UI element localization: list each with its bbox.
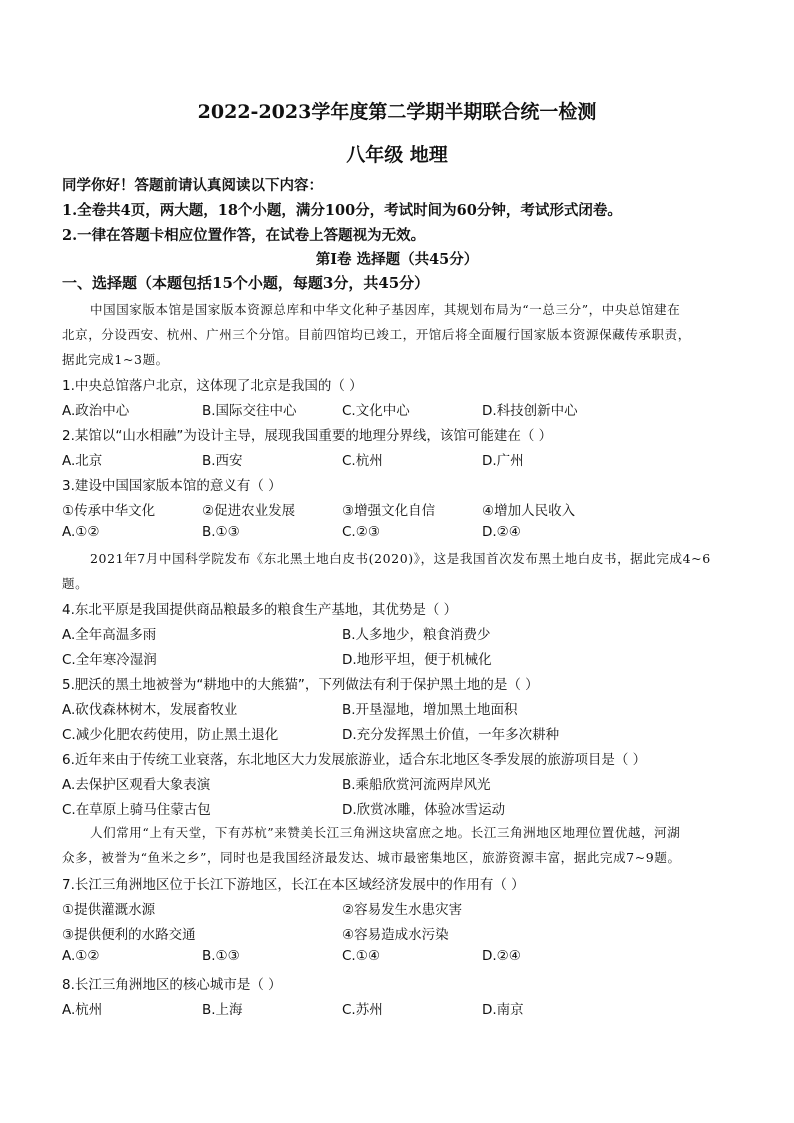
q7-option-c: C.①④ <box>342 948 380 964</box>
q5-option-a: A.砍伐森林树木，发展畜牧业 <box>62 702 238 718</box>
question-4-stem: 4.东北平原是我国提供商品粮最多的粮食生产基地，其优势是（ ） <box>62 602 458 618</box>
question-5-stem: 5.肥沃的黑土地被誉为“耕地中的大熊猫”，下列做法有利于保护黑土地的是（ ） <box>62 677 539 693</box>
q7-option-d: D.②④ <box>482 948 521 964</box>
notice-greeting: 同学你好！答题前请认真阅读以下内容： <box>62 177 323 194</box>
q7-statement-2: ②容易发生水患灾害 <box>342 902 463 918</box>
q6-option-b: B.乘船欣赏河流两岸风光 <box>342 777 491 793</box>
q7-statement-1: ①提供灌溉水源 <box>62 902 156 918</box>
q3-option-d: D.②④ <box>482 524 521 540</box>
passage-2-line-1: 2021年7月中国科学院发布《东北黑土地白皮书(2020)》，这是我国首次发布黑土地白皮书，据此完成4~6 <box>90 551 711 566</box>
q7-option-a: A.①② <box>62 948 100 964</box>
question-2-stem: 2.某馆以“山水相融”为设计主导，展现我国重要的地理分界线，该馆可能建在（ ） <box>62 428 553 444</box>
passage-3-line-2: 众多，被誉为“鱼米之乡”，同时也是我国经济最发达、城市最密集地区，旅游资源丰富，据此完成7~9题。 <box>62 850 681 865</box>
question-6-stem: 6.近年来由于传统工业衰落，东北地区大力发展旅游业，适合东北地区冬季发展的旅游项目是（ ） <box>62 752 647 768</box>
q8-option-c: C.苏州 <box>342 1002 383 1018</box>
q7-option-b: B.①③ <box>202 948 240 964</box>
q3-option-a: A.①② <box>62 524 100 540</box>
q4-option-b: B.人多地少，粮食消费少 <box>342 627 491 643</box>
q1-option-a: A.政治中心 <box>62 403 130 419</box>
q3-statement-1: ①传承中华文化 <box>62 503 156 519</box>
q2-option-c: C.杭州 <box>342 453 383 469</box>
passage-3-line-1: 人们常用“上有天堂，下有苏杭”来赞美长江三角洲这块富庶之地。长江三角洲地区地理位置优越，河湖 <box>90 825 681 840</box>
q3-option-c: C.②③ <box>342 524 380 540</box>
q4-option-a: A.全年高温多雨 <box>62 627 157 643</box>
q8-option-d: D.南京 <box>482 1002 524 1018</box>
passage-1-line-3: 据此完成1~3题。 <box>62 352 169 367</box>
question-8-stem: 8.长江三角洲地区的核心城市是（ ） <box>62 977 282 993</box>
question-1-stem: 1.中央总馆落户北京，这体现了北京是我国的（ ） <box>62 378 363 394</box>
q3-statement-3: ③增强文化自信 <box>342 503 436 519</box>
exam-subtitle: 八年级 地理 <box>346 144 448 166</box>
q1-option-c: C.文化中心 <box>342 403 410 419</box>
q1-option-b: B.国际交往中心 <box>202 403 297 419</box>
passage-2-line-2: 题。 <box>62 576 89 591</box>
q6-option-a: A.去保护区观看大象表演 <box>62 777 211 793</box>
q2-option-a: A.北京 <box>62 453 103 469</box>
notice-item-2: 2.一律在答题卡相应位置作答，在试卷上答题视为无效。 <box>62 227 426 244</box>
q2-option-d: D.广州 <box>482 453 524 469</box>
question-7-stem: 7.长江三角洲地区位于长江下游地区，长江在本区域经济发展中的作用有（ ） <box>62 877 525 893</box>
q6-option-d: D.欣赏冰雕，体验冰雪运动 <box>342 802 506 818</box>
q7-statement-4: ④容易造成水污染 <box>342 927 449 943</box>
q5-option-b: B.开垦湿地，增加黑土地面积 <box>342 702 518 718</box>
q2-option-b: B.西安 <box>202 453 243 469</box>
q8-option-b: B.上海 <box>202 1002 243 1018</box>
q3-statement-4: ④增加人民收入 <box>482 503 576 519</box>
q7-statement-3: ③提供便利的水路交通 <box>62 927 196 943</box>
part-title: 第Ⅰ卷 选择题（共45分） <box>315 251 479 268</box>
question-3-stem: 3.建设中国国家版本馆的意义有（ ） <box>62 478 282 494</box>
q4-option-d: D.地形平坦，便于机械化 <box>342 652 492 668</box>
notice-item-1: 1.全卷共4页，两大题，18个小题，满分100分，考试时间为60分钟，考试形式闭卷。 <box>62 202 622 219</box>
q8-option-a: A.杭州 <box>62 1002 103 1018</box>
exam-title: 2022-2023学年度第二学期半期联合统一检测 <box>197 101 597 123</box>
q3-statement-2: ②促进农业发展 <box>202 503 296 519</box>
q1-option-d: D.科技创新中心 <box>482 403 578 419</box>
q6-option-c: C.在草原上骑马住蒙古包 <box>62 802 211 818</box>
q4-option-c: C.全年寒冷湿润 <box>62 652 157 668</box>
q5-option-d: D.充分发挥黑土价值，一年多次耕种 <box>342 727 560 743</box>
passage-1-line-2: 北京，分设西安、杭州、广州三个分馆。目前四馆均已竣工，开馆后将全面履行国家版本资源保藏传承职责， <box>62 327 691 342</box>
q3-option-b: B.①③ <box>202 524 240 540</box>
section-title: 一、选择题（本题包括15个小题，每题3分，共45分） <box>62 274 430 292</box>
passage-1-line-1: 中国国家版本馆是国家版本资源总库和中华文化种子基因库，其规划布局为“一总三分”，中央总馆建在 <box>90 302 681 317</box>
q5-option-c: C.减少化肥农药使用，防止黑土退化 <box>62 727 279 743</box>
